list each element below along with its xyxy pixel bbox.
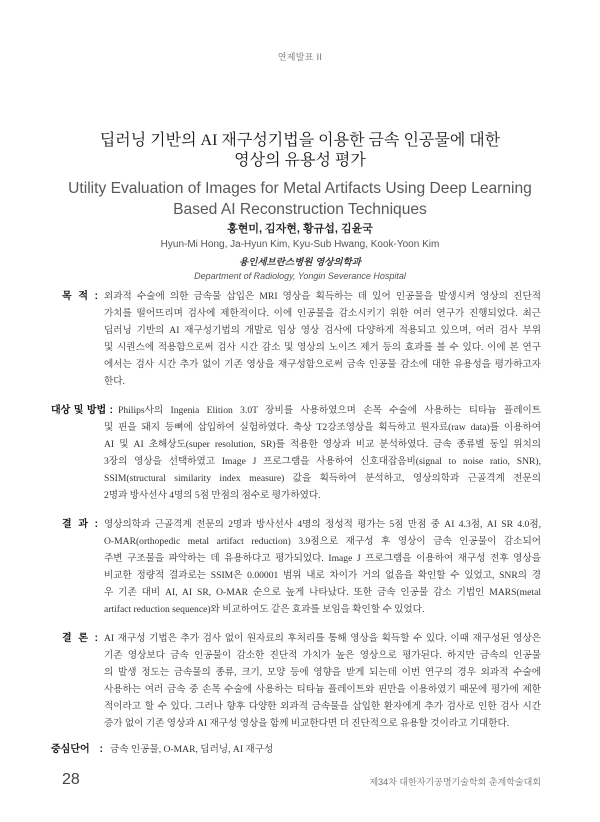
conclusion-line: 기존 영상보다 금속 인공물이 감소한 진단적 가치가 높은 영상으로 평가된다. 하지만 금속의 인공물 <box>104 650 541 661</box>
purpose-line: 가치를 떨어뜨리며 검사에 제한적이다. 이에 인공물을 감소시키기 위한 여러 연구가 진행되었다. 최근 <box>104 308 541 319</box>
purpose-line: 딥러닝 기반의 AI 재구성기법의 개발로 임상 영상 검사에 다양하게 적용되고 있으며, 여러 검사 부위 <box>104 325 541 336</box>
conference-name: 제34차 대한자기공명기술학회 춘계학술대회 <box>369 777 541 787</box>
page-number: 28 <box>62 771 80 788</box>
section-keywords <box>0 741 600 758</box>
conclusion-line: AI 재구성 기법은 추가 검사 없이 원자료의 후처리를 통해 영상을 획득할 수 있다. 이때 재구성된 영상은 <box>104 633 541 644</box>
keywords-label: 중심단어 : <box>51 743 103 755</box>
title-korean-line-2: 영상의 유용성 평가 <box>234 152 366 169</box>
purpose-line: 및 시퀀스에 적용함으로써 검사 시간 감소 및 영상의 노이즈 제거 등의 효과를 볼 수 있다. 이에 본 연구 <box>104 342 541 353</box>
methods-line: AI 및 AI 초해상도(super resolution, SR)를 적용한 영상과 비교 분석하였다. 금속 종류별 동일 위치의 <box>104 439 541 450</box>
conclusion-line: 사용하는 여러 금속 중 손목 수술에 사용하는 티타늄 플레이트와 핀만을 이용하였기 때문에 평가에 제한 <box>104 684 541 695</box>
affiliation-korean: 용인세브란스병원 영상의학과 <box>239 256 361 268</box>
conclusion-line: 의 발생 정도는 금속물의 종류, 크기, 모양 등에 영향을 받게 되는데 이번 연구의 경우 외과적 수술에 <box>104 667 541 678</box>
methods-line: 3장의 영상을 선택하였고 Image J 프로그램을 사용하여 신호대잡음비(signal to noise ratio, SNR), <box>104 456 541 467</box>
conclusion-line: 증가 없이 기존 영상과 AI 재구성 영상을 함께 비교한다면 더 진단적으로 유용할 것이라고 기대한다. <box>104 718 510 729</box>
methods-body <box>104 402 541 504</box>
running-header: 연제발표 II <box>277 52 323 62</box>
results-label: 결 과 : <box>62 519 98 530</box>
affiliation-english: Department of Radiology, Yongin Severance Hospital <box>194 271 406 281</box>
title-english-line-1: Utility Evaluation of Images for Metal Artifacts Using Deep Learning <box>68 179 532 197</box>
authors-english: Hyun-Mi Hong, Ja-Hyun Kim, Kyu-Sub Hwang, Kook-Yoon Kim <box>160 238 440 250</box>
methods-line: 및 핀을 돼지 등뼈에 삽입하여 실험하였다. 축상 T2강조영상을 획득하고 원자료(raw data)를 이용하여 <box>104 422 541 433</box>
methods-line: 2명과 방사선사 4명의 5점 만점의 점수로 평가하였다. <box>104 490 321 501</box>
purpose-line: 외과적 수술에 의한 금속물 삽입은 MRI 영상을 획득하는 데 있어 인공물을 발생시켜 영상의 진단적 <box>104 291 541 302</box>
conclusion-body <box>104 630 541 732</box>
title-korean-line-1: 딥러닝 기반의 AI 재구성기법을 이용한 금속 인공물에 대한 <box>99 132 501 149</box>
purpose-body <box>104 288 541 390</box>
results-body <box>104 516 541 618</box>
methods-line: SSIM(structural similarity index measure) 값을 획득하여 분석하고, 영상의학과 근골격계 전문의 <box>104 473 541 484</box>
methods-line: Philips사의 Ingenia Elition 3.0T 장비를 사용하였으며 손목 수술에 사용하는 티타늄 플레이트 <box>118 405 541 416</box>
results-line: 우 기존 대비 AI, AI SR, O-MAR 순으로 높게 나타났다. 또한 금속 인공물 감소 기법인 MARS(metal <box>104 587 541 598</box>
results-line: O-MAR(orthopedic metal artifact reduction) 3.9점으로 재구성 후 영상이 금속 인공물이 감소되어 <box>104 536 541 547</box>
conclusion-line: 적이라고 할 수 있다. 그러나 향후 다양한 외과적 금속물을 삽입한 환자에게 추가 검사로 인한 검사 시간 <box>104 701 541 712</box>
title-english-line-2: Based AI Reconstruction Techniques <box>173 200 427 218</box>
purpose-label: 목 적 : <box>62 291 98 302</box>
methods-label: 대상 및 방법 : <box>51 405 113 416</box>
authors-korean: 홍현미, 김자현, 황규섭, 김윤국 <box>227 223 373 235</box>
results-line: artifact reduction sequence)와 비교하여도 같은 효과를 보임을 확인할 수 있었다. <box>104 604 425 615</box>
results-line: 비교한 정량적 결과로는 SSIM은 0.00001 범위 내로 차이가 거의 없음을 확인할 수 있었고, SNR의 경 <box>104 570 541 581</box>
purpose-line: 한다. <box>104 376 125 387</box>
results-line: 주변 구조물을 파악하는 데 유용하다고 평가되었다. Image J 프로그램을 이용하여 재구성 전후 영상을 <box>104 553 541 564</box>
conclusion-label: 결 론 : <box>62 633 98 644</box>
results-line: 영상의학과 근골격계 전문의 2명과 방사선사 4명의 정성적 평가는 5점 만점 중 AI 4.3점, AI SR 4.0점, <box>104 519 541 530</box>
purpose-line: 에서는 검사 시간 추가 없이 기존 영상을 재구성함으로써 금속 인공물 감소에 대한 유용성을 평가하고자 <box>104 359 541 370</box>
keywords-text: 금속 인공물, O-MAR, 딥러닝, AI 재구성 <box>110 743 274 755</box>
